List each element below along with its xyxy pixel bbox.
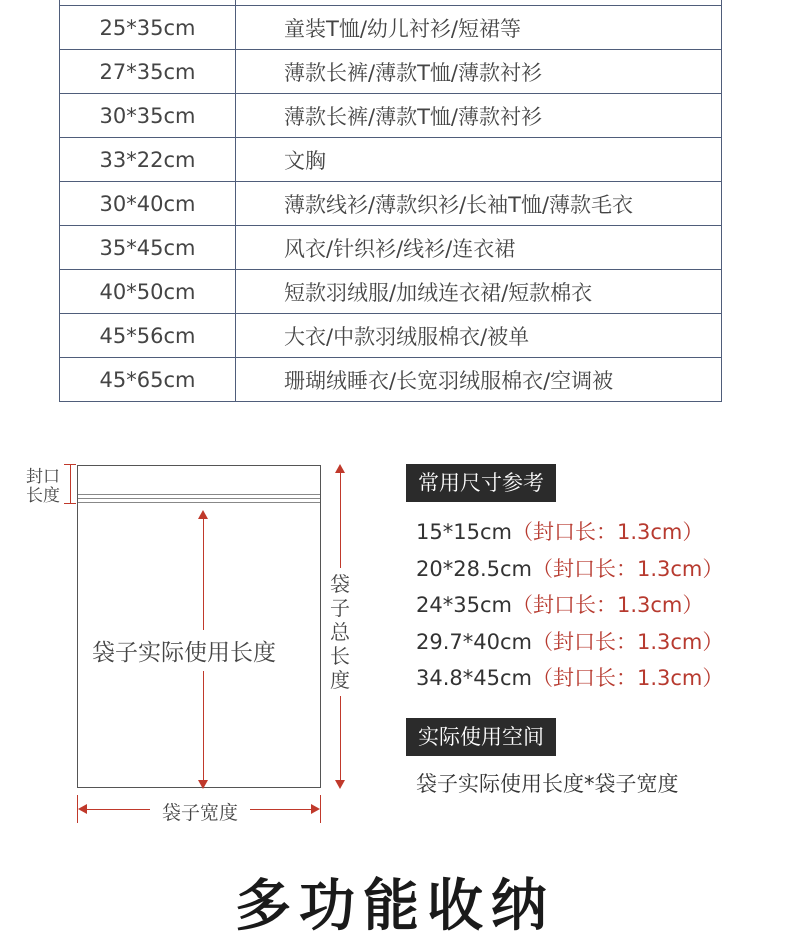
table-row bbox=[60, 226, 722, 270]
zip-seal-line bbox=[78, 498, 320, 499]
seal-length-note: （封口长：1.3cm） bbox=[531, 666, 724, 690]
use-cell: 大衣/中款羽绒服棉衣/被单 bbox=[236, 314, 722, 358]
seal-length-note: （封口长：1.3cm） bbox=[531, 629, 724, 654]
table-row bbox=[60, 138, 722, 182]
arrow-down-icon bbox=[335, 780, 345, 789]
practical-space-text: 袋子实际使用长度*袋子宽度 bbox=[416, 772, 679, 796]
use-cell: 薄款线衫/薄款织衫/长袖T恤/薄款毛衣 bbox=[236, 182, 722, 226]
seal-length-note: （封口长：1.3cm） bbox=[511, 520, 704, 544]
arrow-up-icon bbox=[198, 510, 208, 519]
table-row bbox=[60, 6, 722, 50]
size-cell: 27*35cm bbox=[60, 50, 236, 94]
zip-seal-line bbox=[78, 502, 320, 503]
zip-seal-line bbox=[78, 494, 320, 495]
list-item bbox=[416, 624, 723, 661]
table-row bbox=[60, 50, 722, 94]
common-sizes-list bbox=[416, 514, 723, 697]
arrow-left-icon bbox=[78, 804, 87, 814]
size-cell: 30*40cm bbox=[60, 182, 236, 226]
size-cell: 45*65cm bbox=[60, 358, 236, 402]
size-value: 20*28.5cm bbox=[416, 556, 532, 581]
arrow-right-icon bbox=[311, 804, 320, 814]
size-table-body bbox=[60, 0, 722, 402]
table-row bbox=[60, 94, 722, 138]
seal-length-note: （封口长：1.3cm） bbox=[511, 593, 704, 617]
list-item bbox=[416, 514, 723, 551]
usable-length-label: 袋子实际使用长度 bbox=[92, 630, 312, 671]
seal-bracket-bottom bbox=[64, 503, 76, 504]
use-cell: 珊瑚绒睡衣/长宽羽绒服棉衣/空调被 bbox=[236, 358, 722, 402]
size-value: 29.7*40cm bbox=[416, 629, 532, 654]
use-cell: 薄款长裤/薄款T恤/薄款衬衫 bbox=[236, 50, 722, 94]
section-title: 多功能收纳 bbox=[235, 874, 555, 939]
table-row bbox=[60, 314, 722, 358]
size-value: 15*15cm bbox=[416, 520, 512, 544]
list-item bbox=[416, 660, 723, 697]
use-cell: 文胸 bbox=[236, 138, 722, 182]
seal-bracket-top bbox=[64, 464, 76, 465]
size-cell: 33*22cm bbox=[60, 138, 236, 182]
table-row bbox=[60, 358, 722, 402]
size-cell: 35*45cm bbox=[60, 226, 236, 270]
common-sizes-heading: 常用尺寸参考 bbox=[406, 464, 556, 502]
use-cell: 童装T恤/幼儿衬衫/短裙等 bbox=[236, 6, 722, 50]
size-cell: 45*56cm bbox=[60, 314, 236, 358]
list-item bbox=[416, 587, 723, 624]
size-cell: 30*35cm bbox=[60, 94, 236, 138]
size-cell: 25*35cm bbox=[60, 6, 236, 50]
size-value: 24*35cm bbox=[416, 593, 512, 617]
practical-space-heading: 实际使用空间 bbox=[406, 718, 556, 756]
use-cell: 短款羽绒服/加绒连衣裙/短款棉衣 bbox=[236, 270, 722, 314]
seal-length-label: 封口长度 bbox=[26, 467, 60, 506]
total-length-label: 袋子总长度 bbox=[327, 568, 353, 696]
table-row bbox=[60, 182, 722, 226]
arrow-up-icon bbox=[335, 464, 345, 473]
arrow-down-icon bbox=[198, 780, 208, 789]
use-cell: 薄款长裤/薄款T恤/薄款衬衫 bbox=[236, 94, 722, 138]
size-table bbox=[59, 0, 722, 402]
width-tick-right bbox=[320, 795, 321, 823]
bag-diagram bbox=[0, 440, 380, 840]
width-label: 袋子宽度 bbox=[150, 798, 250, 825]
size-value: 34.8*45cm bbox=[416, 666, 532, 690]
seal-bracket-line bbox=[70, 464, 71, 504]
size-cell: 40*50cm bbox=[60, 270, 236, 314]
list-item bbox=[416, 551, 723, 588]
use-cell: 风衣/针织衫/线衫/连衣裙 bbox=[236, 226, 722, 270]
table-row bbox=[60, 270, 722, 314]
seal-length-note: （封口长：1.3cm） bbox=[531, 556, 724, 581]
